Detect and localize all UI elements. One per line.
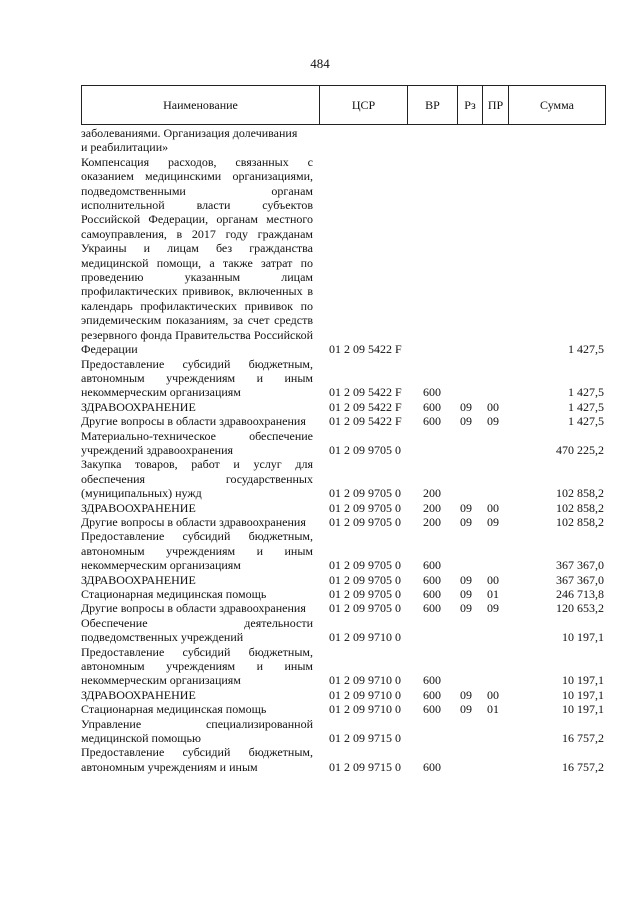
table-header bbox=[81, 85, 606, 125]
table-row bbox=[81, 357, 606, 400]
cell-sum: 102 858,2 bbox=[556, 486, 604, 501]
cell-vr: 600 bbox=[423, 702, 441, 717]
cell-sum: 1 427,5 bbox=[568, 414, 604, 429]
cell-name: Обеспечение деятельности подведомственных учреждений bbox=[81, 615, 313, 645]
cell-sum: 102 858,2 bbox=[556, 500, 604, 515]
table-row bbox=[81, 587, 606, 601]
cell-name: Другие вопросы в области здравоохранения bbox=[81, 514, 306, 529]
cell-name: Стационарная медицинская помощь bbox=[81, 702, 267, 717]
table-body bbox=[81, 126, 606, 774]
cell-sum: 10 197,1 bbox=[562, 702, 604, 717]
cell-sum: 367 367,0 bbox=[556, 572, 604, 587]
cell-sum: 367 367,0 bbox=[556, 558, 604, 573]
cell-csr: 01 2 09 9705 0 bbox=[329, 572, 401, 587]
cell-rz: 09 bbox=[460, 414, 472, 429]
cell-rz: 09 bbox=[460, 500, 472, 515]
table-row bbox=[81, 429, 606, 458]
cell-csr: 01 2 09 9715 0 bbox=[329, 759, 401, 774]
cell-csr: 01 2 09 9705 0 bbox=[329, 514, 401, 529]
cell-vr: 200 bbox=[423, 514, 441, 529]
cell-csr: 01 2 09 5422 F bbox=[329, 399, 402, 414]
cell-vr: 600 bbox=[423, 399, 441, 414]
cell-pr: 00 bbox=[487, 572, 499, 587]
cell-csr: 01 2 09 9705 0 bbox=[329, 601, 401, 616]
table-row bbox=[81, 457, 606, 500]
table-row bbox=[81, 573, 606, 587]
cell-vr: 600 bbox=[423, 414, 441, 429]
cell-sum: 10 197,1 bbox=[562, 673, 604, 688]
cell-csr: 01 2 09 9705 0 bbox=[329, 587, 401, 601]
table-row bbox=[81, 126, 606, 155]
cell-vr: 200 bbox=[423, 500, 441, 515]
table-row bbox=[81, 717, 606, 746]
cell-sum: 1 427,5 bbox=[568, 342, 604, 357]
cell-name: Предоставление субсидий бюджетным, автономным учреждениям и иным некоммерческим организациям bbox=[81, 644, 313, 688]
cell-vr: 600 bbox=[423, 385, 441, 400]
cell-csr: 01 2 09 9710 0 bbox=[329, 673, 401, 688]
cell-sum: 10 197,1 bbox=[562, 630, 604, 645]
cell-name: Предоставление субсидий бюджетным, автономным учреждениям и иным некоммерческим организациям bbox=[81, 529, 313, 573]
cell-pr: 09 bbox=[487, 514, 499, 529]
cell-name: ЗДРАВООХРАНЕНИЕ bbox=[81, 399, 196, 414]
cell-vr: 600 bbox=[423, 558, 441, 573]
cell-pr: 01 bbox=[487, 587, 499, 601]
cell-vr: 600 bbox=[423, 601, 441, 616]
cell-name: Стационарная медицинская помощь bbox=[81, 587, 267, 601]
cell-sum: 16 757,2 bbox=[562, 759, 604, 774]
header-name: Наименование bbox=[82, 86, 320, 124]
cell-rz: 09 bbox=[460, 514, 472, 529]
cell-csr: 01 2 09 5422 F bbox=[329, 385, 402, 400]
table-row bbox=[81, 400, 606, 414]
cell-vr: 600 bbox=[423, 572, 441, 587]
cell-pr: 00 bbox=[487, 500, 499, 515]
cell-name: Управление специализированной медицинской помощью bbox=[81, 716, 313, 746]
cell-name: Материально-техническое обеспечение учреждений здравоохранения bbox=[81, 428, 313, 457]
table-row bbox=[81, 688, 606, 702]
header-pr: ПР bbox=[483, 86, 509, 124]
cell-name: заболеваниями. Организация долечивания и реабилитации» bbox=[81, 126, 298, 155]
cell-sum: 1 427,5 bbox=[568, 399, 604, 414]
cell-name: Компенсация расходов, связанных с оказанием медицинскими организациями, подведомственными органам исполнительной власти субъектов Российской Федерации, органам местного самоуправления, в 2017 году гражданам Украины и лицам без гражданства медицинской помощи, а также затрат по проведению указанным лицам профилактических прививок, включенных в календарь профилактических прививок по эпидемическим показаниям, за счет средств резервного фонда Правительства Российской Федерации bbox=[81, 154, 313, 357]
cell-csr: 01 2 09 9705 0 bbox=[329, 558, 401, 573]
cell-csr: 01 2 09 5422 F bbox=[329, 342, 402, 357]
cell-name: Другие вопросы в области здравоохранения bbox=[81, 414, 306, 429]
cell-csr: 01 2 09 9710 0 bbox=[329, 630, 401, 645]
cell-rz: 09 bbox=[460, 572, 472, 587]
cell-rz: 09 bbox=[460, 702, 472, 717]
cell-csr: 01 2 09 9705 0 bbox=[329, 442, 401, 457]
cell-pr: 00 bbox=[487, 399, 499, 414]
cell-name: ЗДРАВООХРАНЕНИЕ bbox=[81, 687, 196, 702]
cell-pr: 00 bbox=[487, 687, 499, 702]
header-vr: ВР bbox=[408, 86, 458, 124]
cell-csr: 01 2 09 9705 0 bbox=[329, 500, 401, 515]
cell-pr: 09 bbox=[487, 601, 499, 616]
cell-vr: 600 bbox=[423, 587, 441, 601]
cell-sum: 102 858,2 bbox=[556, 514, 604, 529]
header-rz: Рз bbox=[458, 86, 483, 124]
table-row bbox=[81, 155, 606, 357]
table-row bbox=[81, 616, 606, 645]
cell-rz: 09 bbox=[460, 601, 472, 616]
table-row bbox=[81, 601, 606, 615]
cell-rz: 09 bbox=[460, 399, 472, 414]
table-row bbox=[81, 515, 606, 529]
cell-csr: 01 2 09 5422 F bbox=[329, 414, 402, 429]
table-row bbox=[81, 501, 606, 515]
cell-sum: 1 427,5 bbox=[568, 385, 604, 400]
cell-sum: 246 713,8 bbox=[556, 587, 604, 601]
cell-rz: 09 bbox=[460, 587, 472, 601]
cell-sum: 120 653,2 bbox=[556, 601, 604, 616]
cell-vr: 600 bbox=[423, 673, 441, 688]
cell-name: Закупка товаров, работ и услуг для обеспечения государственных (муниципальных) нужд bbox=[81, 457, 313, 501]
cell-csr: 01 2 09 9705 0 bbox=[329, 486, 401, 501]
cell-sum: 16 757,2 bbox=[562, 731, 604, 746]
header-sum: Сумма bbox=[540, 98, 574, 112]
table-row bbox=[81, 645, 606, 688]
cell-rz: 09 bbox=[460, 687, 472, 702]
table-row bbox=[81, 745, 606, 774]
cell-name: Предоставление субсидий бюджетным, автономным учреждениям и иным bbox=[81, 745, 313, 774]
cell-name: ЗДРАВООХРАНЕНИЕ bbox=[81, 500, 196, 515]
cell-csr: 01 2 09 9710 0 bbox=[329, 687, 401, 702]
cell-sum: 470 225,2 bbox=[556, 442, 604, 457]
cell-csr: 01 2 09 9715 0 bbox=[329, 731, 401, 746]
cell-csr: 01 2 09 9710 0 bbox=[329, 702, 401, 717]
table-row bbox=[81, 529, 606, 572]
cell-vr: 600 bbox=[423, 687, 441, 702]
cell-vr: 600 bbox=[423, 759, 441, 774]
cell-pr: 01 bbox=[487, 702, 499, 717]
cell-vr: 200 bbox=[423, 486, 441, 501]
header-csr: ЦСР bbox=[320, 86, 408, 124]
cell-pr: 09 bbox=[487, 414, 499, 429]
cell-name: Предоставление субсидий бюджетным, автономным учреждениям и иным некоммерческим организациям bbox=[81, 356, 313, 400]
cell-name: ЗДРАВООХРАНЕНИЕ bbox=[81, 572, 196, 587]
cell-name: Другие вопросы в области здравоохранения bbox=[81, 601, 306, 616]
table-row bbox=[81, 414, 606, 428]
table-row bbox=[81, 702, 606, 716]
cell-sum: 10 197,1 bbox=[562, 687, 604, 702]
page-number: 484 bbox=[310, 56, 330, 71]
